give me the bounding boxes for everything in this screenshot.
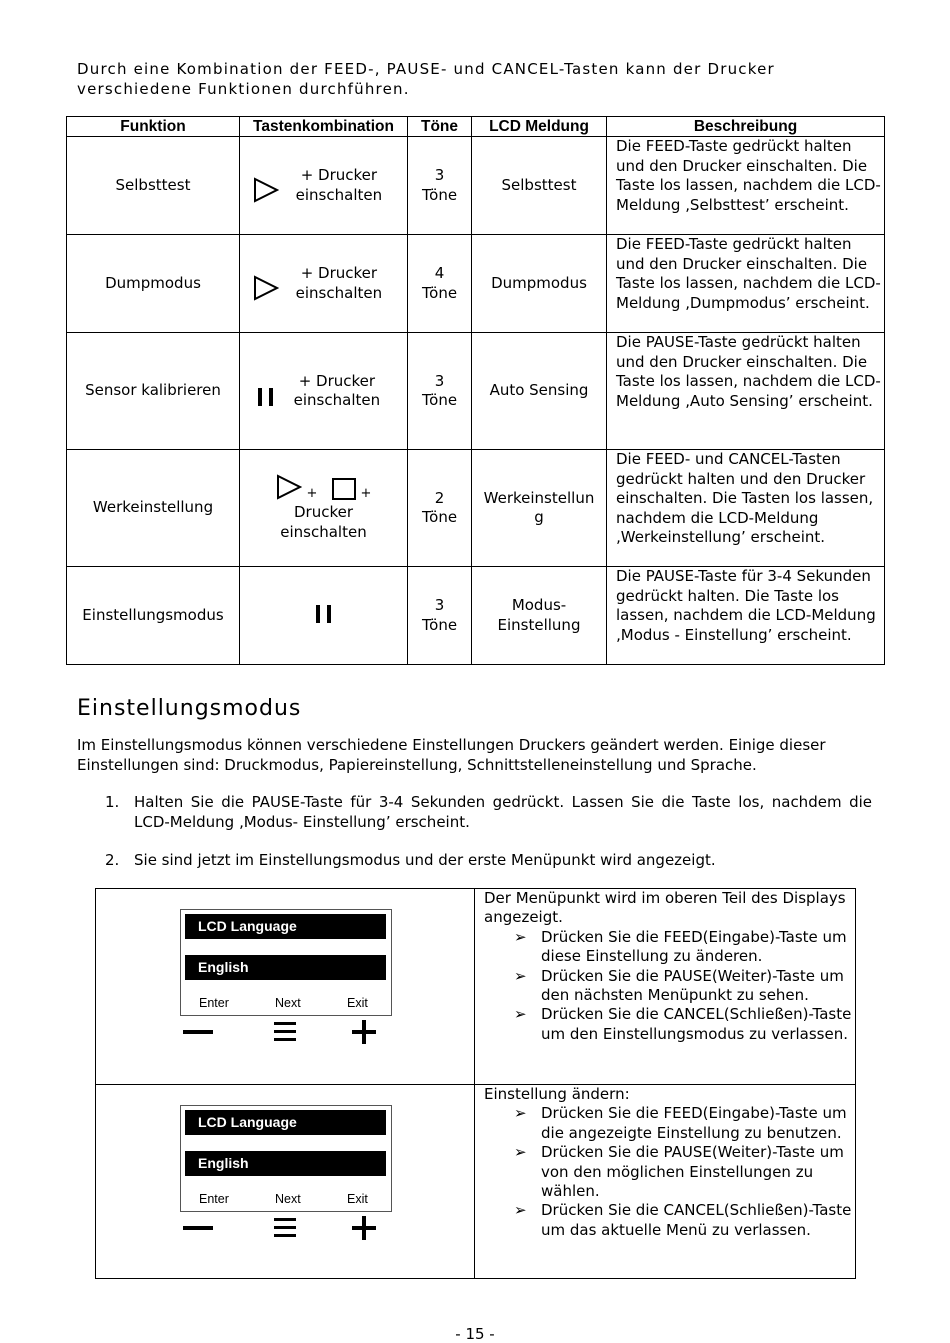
list-item-text: Drücken Sie die CANCEL(Schließen)-Taste um den Einstellungsmodus zu verlassen.	[541, 1005, 852, 1043]
lcd-display	[180, 1105, 392, 1212]
header-lcd-meldung: LCD Meldung	[472, 117, 607, 137]
lcd-menu-value: English	[185, 955, 386, 980]
toene-label: Töne	[421, 615, 458, 634]
softkey-next-label: Next	[275, 1192, 301, 1206]
softkey-next-label: Next	[275, 996, 301, 1010]
softkey-exit-label: Exit	[347, 1192, 368, 1206]
cell-funktion: Sensor kalibrieren	[67, 333, 240, 450]
header-beschreibung: Beschreibung	[607, 117, 885, 137]
cell-lcd-meldung: Selbsttest	[472, 137, 607, 235]
page-number: - 15 -	[455, 1325, 495, 1343]
table-row	[96, 1085, 856, 1279]
combo-text: + Drucker einschalten	[293, 371, 381, 409]
combo-text: + Drucker einschalten	[295, 264, 383, 302]
lcd-illustration-cell	[96, 889, 475, 1085]
list-item-text: Drücken Sie die FEED(Eingabe)-Taste um diese Einstellung zu änderen.	[541, 927, 847, 966]
lcd-menu-title: LCD Language	[185, 914, 386, 939]
menu-table	[95, 888, 856, 1279]
cell-tastenkombination	[240, 235, 408, 333]
toene-label: Töne	[421, 185, 458, 204]
function-table	[66, 116, 885, 665]
section-paragraph: Im Einstellungsmodus können verschiedene Einstellungen Druckers geändert werden. Einige dieser Einstellungen sind: Druckmodus, Papiereinstellung, Schnittstelleneinstellung und Sprache.	[77, 736, 826, 774]
lcd-button-row	[180, 1212, 390, 1246]
softkey-enter-label: Enter	[199, 996, 229, 1010]
menu-intro-text: Der Menüpunkt wird im oberen Teil des Displays angezeigt.	[484, 889, 846, 927]
softkey-enter-label: Enter	[199, 1192, 229, 1206]
table-row	[67, 450, 885, 567]
menu-instructions-cell	[475, 889, 856, 1085]
pause-key-icon	[313, 603, 335, 625]
menu-instructions-cell	[475, 1085, 856, 1279]
list-item	[484, 967, 855, 1006]
cell-beschreibung: Die FEED-Taste gedrückt halten und den Drucker einschalten. Die Taste los lassen, nachdem die LCD-Meldung ‚Dumpmodus’ erscheint.	[607, 235, 885, 333]
cell-tastenkombination	[240, 137, 408, 235]
list-item-text: Drücken Sie die PAUSE(Weiter)-Taste um von den möglichen Einstellungen zu wählen.	[541, 1143, 844, 1201]
step-number: 1.	[105, 793, 120, 811]
combo-text: + Drucker einschalten	[295, 166, 383, 204]
cell-toene	[408, 450, 472, 567]
header-toene: Töne	[408, 117, 472, 137]
cell-lcd-meldung: Auto Sensing	[472, 333, 607, 450]
lcd-button-row	[180, 1016, 390, 1050]
list-item-text: Drücken Sie die FEED(Eingabe)-Taste um die angezeigte Einstellung zu benutzen.	[541, 1104, 847, 1142]
cell-tastenkombination	[240, 333, 408, 450]
cell-funktion: Selbsttest	[67, 137, 240, 235]
cell-beschreibung: Die PAUSE-Taste für 3-4 Sekunden gedrückt halten. Die Taste los lassen, nachdem die LCD-Meldung ‚Modus - Einstellung’ erscheint.	[607, 567, 885, 665]
cell-funktion: Werkeinstellung	[67, 450, 240, 567]
table-row	[67, 235, 885, 333]
instruction-list	[484, 1104, 855, 1240]
step-item	[105, 792, 872, 832]
toene-label: Töne	[421, 508, 458, 526]
lcd-menu-value: English	[185, 1151, 386, 1176]
table-row	[67, 333, 885, 450]
arrow-bullet-icon: ➢	[514, 1201, 527, 1220]
cell-toene	[408, 235, 472, 333]
plus-sign: +	[360, 485, 372, 501]
cell-lcd-meldung: Dumpmodus	[472, 235, 607, 333]
cell-lcd-meldung: Werkeinstellung	[472, 450, 607, 567]
list-item	[484, 928, 855, 967]
step-text: Halten Sie die PAUSE-Taste für 3-4 Sekunden gedrückt. Lassen Sie die Taste los, nachdem die LCD-Meldung ‚Modus- Einstellung’ erscheint.	[134, 793, 872, 831]
cell-beschreibung: Die FEED-Taste gedrückt halten und den Drucker einschalten. Die Taste los lassen, nachdem die LCD-Meldung ‚Selbsttest’ erscheint.	[607, 137, 885, 235]
arrow-bullet-icon: ➢	[514, 1005, 527, 1024]
list-item	[484, 1104, 855, 1143]
combo-text: Drucker einschalten	[280, 503, 367, 541]
list-item-text: Drücken Sie die PAUSE(Weiter)-Taste um den nächsten Menüpunkt zu sehen.	[541, 966, 844, 1005]
toene-count: 2	[434, 488, 445, 507]
feed-key-icon	[253, 177, 279, 203]
toene-count: 3	[434, 166, 445, 184]
cancel-key-icon	[332, 478, 356, 500]
arrow-bullet-icon: ➢	[514, 927, 527, 946]
plus-sign: +	[306, 485, 318, 501]
lcd-display	[180, 909, 392, 1016]
arrow-bullet-icon: ➢	[514, 966, 527, 985]
toene-label: Töne	[421, 391, 458, 409]
step-number: 2.	[105, 851, 120, 869]
cell-beschreibung: Die FEED- und CANCEL-Tasten gedrückt halten und den Drucker einschalten. Die Tasten los lassen, nachdem die LCD-Meldung ‚Werkeinstellung’ erscheint.	[607, 450, 885, 567]
step-text: Sie sind jetzt im Einstellungsmodus und der erste Menüpunkt wird angezeigt.	[134, 851, 716, 869]
menu-intro-text: Einstellung ändern:	[484, 1085, 630, 1103]
intro-paragraph: Durch eine Kombination der FEED-, PAUSE- und CANCEL-Tasten kann der Drucker verschiedene Funktionen durchführen.	[77, 60, 775, 98]
lcd-menu-title: LCD Language	[185, 1110, 386, 1135]
instruction-list	[484, 928, 855, 1044]
table-row	[67, 567, 885, 665]
pause-key-icon	[255, 386, 277, 408]
list-item	[484, 1201, 855, 1240]
toene-count: 3	[434, 371, 445, 390]
header-tastenkombination: Tastenkombination	[240, 117, 408, 137]
softkey-exit-label: Exit	[347, 996, 368, 1010]
cell-tastenkombination	[240, 450, 408, 567]
toene-count: 3	[434, 596, 445, 614]
table-row	[96, 889, 856, 1085]
cell-tastenkombination	[240, 567, 408, 665]
header-funktion: Funktion	[67, 117, 240, 137]
toene-count: 4	[434, 264, 445, 282]
step-item	[105, 850, 872, 870]
plus-icon	[351, 1018, 377, 1046]
feed-key-icon	[276, 474, 302, 500]
menu-lines-icon	[273, 1214, 297, 1242]
cell-funktion: Dumpmodus	[67, 235, 240, 333]
section-title: Einstellungsmodus	[77, 696, 302, 721]
cell-toene	[408, 137, 472, 235]
cell-funktion: Einstellungsmodus	[67, 567, 240, 665]
cell-toene	[408, 567, 472, 665]
cell-beschreibung: Die PAUSE-Taste gedrückt halten und den Drucker einschalten. Die Taste los lassen, nachdem die LCD-Meldung ‚Auto Sensing’ erscheint.	[607, 333, 885, 450]
list-item	[484, 1005, 855, 1044]
lcd-illustration-cell	[96, 1085, 475, 1279]
cell-lcd-meldung: Modus-Einstellung	[472, 567, 607, 665]
cell-toene	[408, 333, 472, 450]
feed-key-icon	[253, 275, 279, 301]
arrow-bullet-icon: ➢	[514, 1143, 527, 1162]
arrow-bullet-icon: ➢	[514, 1104, 527, 1123]
table-header-row	[67, 117, 885, 137]
minus-icon	[182, 1018, 214, 1046]
list-item-text: Drücken Sie die CANCEL(Schließen)-Taste um das aktuelle Menü zu verlassen.	[541, 1201, 852, 1239]
plus-icon	[351, 1214, 377, 1242]
list-item	[484, 1143, 855, 1201]
toene-label: Töne	[421, 283, 458, 302]
menu-lines-icon	[273, 1018, 297, 1046]
table-row	[67, 137, 885, 235]
minus-icon	[182, 1214, 214, 1242]
